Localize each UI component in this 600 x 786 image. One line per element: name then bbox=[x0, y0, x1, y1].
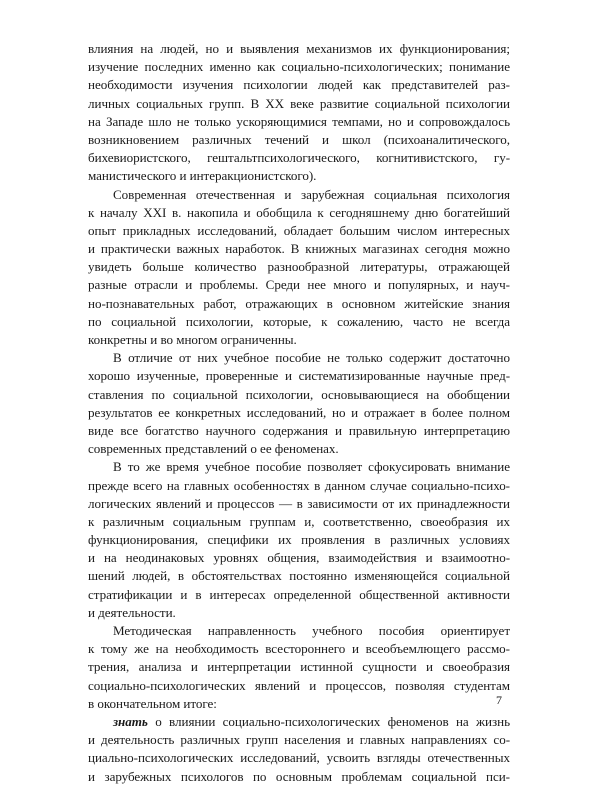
text-line: бихевиористского, гештальтпсихологического, когнитивистского, гу- bbox=[88, 150, 510, 166]
text-line: и практически важных наработок. В книжных магазинах сегодня можно bbox=[88, 241, 510, 257]
text-line: шений людей, в обстоятельствах постоянно изменяющейся социальной bbox=[88, 568, 510, 584]
text-line: функционирования, специфики их проявления в различных условиях bbox=[88, 532, 510, 548]
text-line: манистического и интеракционистского). bbox=[88, 168, 317, 184]
text-line: современных представлений о ее феноменах. bbox=[88, 441, 339, 457]
text-line: циально-психологических исследований, усвоить взгляды отечественных bbox=[88, 750, 510, 766]
paragraph bbox=[88, 186, 510, 350]
emphasis-word: знать bbox=[113, 713, 148, 729]
text-line: Методическая направленность учебного пособия ориентирует bbox=[113, 623, 510, 638]
text-line: личных социальных групп. В XX веке развитие социальной психологии bbox=[88, 95, 510, 111]
text-fragment: о влиянии социально-психологических феноменов на жизнь bbox=[155, 713, 510, 729]
text-line: социально-психологических явлений и процессов, позволяя студентам bbox=[88, 677, 510, 693]
text-line: к началу XXI в. накопила и обобщила к сегодняшнему дню богатейший bbox=[88, 204, 510, 220]
text-line: хорошо изученные, проверенные и систематизированные научные пред- bbox=[88, 368, 510, 384]
text-line: изучение последних именно как социально-психологических; понимание bbox=[88, 59, 510, 75]
paragraph bbox=[88, 40, 510, 186]
text-line: Современная отечественная и зарубежная социальная психология bbox=[113, 186, 510, 202]
page-number: 7 bbox=[496, 693, 502, 707]
text-line: возникновением различных течений и школ (психоаналитического, bbox=[88, 131, 510, 147]
text-line: к тому же на необходимость всестороннего и всеобъемлющего рассмо- bbox=[88, 641, 510, 657]
text-line: логических явлений и процессов — в зависимости от их принадлежности bbox=[88, 495, 510, 511]
text-line: на Западе шло не только ускоряющимися темпами, но и сопровождалось bbox=[88, 113, 510, 129]
paragraph bbox=[88, 622, 510, 713]
text-line: и зарубежных психологов по основным проблемам социальной пси- bbox=[88, 768, 510, 784]
text-line: но-познавательных работ, отражающих в основном житейские знания bbox=[88, 295, 510, 311]
text-line: увидеть больше количество разнообразной литературы, отражающей bbox=[88, 259, 510, 275]
text-line: трения, анализа и интерпретации истинной сущности и своеобразия bbox=[88, 659, 510, 675]
text-line: по социальной психологии, которые, к сожалению, часто не всегда bbox=[88, 313, 510, 329]
text-line: ставления по социальной психологии, основывающиеся на обобщении bbox=[88, 386, 510, 402]
text-line: виде все богатство научного содержания и правильную интерпретацию bbox=[88, 422, 510, 438]
text-line: прежде всего на главных особенностях в данном случае социально-психо- bbox=[88, 477, 510, 493]
text-line: разные отрасли и проблемы. Среди нее много и популярных, и науч- bbox=[88, 277, 510, 293]
text-line: результатов ее конкретных исследований, но и отражает в более полном bbox=[88, 404, 510, 420]
text-line bbox=[88, 713, 510, 731]
text-line: конкретны и во многом ограниченны. bbox=[88, 332, 297, 347]
text-line: стратификации и в интересах определенной общественной активности bbox=[88, 586, 510, 602]
text-line: В отличие от них учебное пособие не только содержит достаточно bbox=[113, 350, 510, 366]
text-line: в окончательном итоге: bbox=[88, 695, 217, 711]
text-line: опыт прикладных исследований, обладает большим числом интересных bbox=[88, 222, 510, 238]
paragraph bbox=[88, 713, 510, 786]
text-line: и деятельность различных групп населения и главных направлениях со- bbox=[88, 732, 510, 748]
page-body bbox=[88, 40, 510, 786]
text-line: и деятельности. bbox=[88, 604, 176, 620]
text-line: В то же время учебное пособие позволяет сфокусировать внимание bbox=[113, 459, 510, 475]
text-line: и на неодинаковых уровнях общения, взаимодействия и взаимоотно- bbox=[88, 550, 510, 566]
text-line: к различным социальным группам и, соответственно, своеобразия их bbox=[88, 513, 510, 529]
text-line: необходимости изучения психологии людей как представителей раз- bbox=[88, 77, 510, 93]
paragraph bbox=[88, 349, 510, 458]
paragraph bbox=[88, 458, 510, 622]
text-line: влияния на людей, но и выявления механизмов их функционирования; bbox=[88, 41, 510, 56]
